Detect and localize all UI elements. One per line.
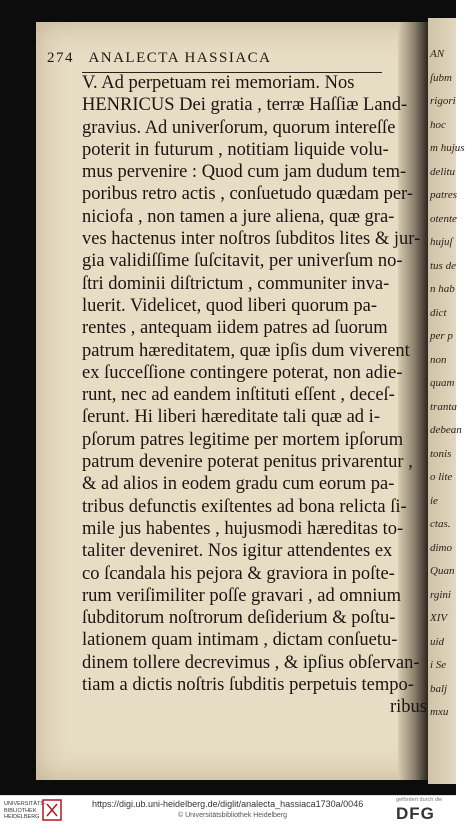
adjacent-page-fragment: m hujus [430, 142, 465, 154]
text-line: poterit in futurum , notitiam liquide volu- [82, 139, 389, 160]
page-number: 274 [47, 50, 74, 66]
text-line: mus pervenire : Quod cum jam dudum tem- [82, 162, 407, 183]
adjacent-page-fragment: ctas. [430, 518, 451, 530]
text-line: luerit. Videlicet, quod liberi quorum pa- [82, 295, 377, 316]
text-line: rum veriſimiliter poſſe gravari , ad omnium [82, 585, 402, 606]
adjacent-page-fragment: delitu [430, 165, 456, 178]
adjacent-page-fragment: dimo [430, 541, 452, 554]
adjacent-page-fragment: mxu [430, 706, 449, 718]
adjacent-page-fragment: hujuſ [430, 236, 453, 248]
text-line: ſubditorum noſtrorum deſiderium & poſtu- [82, 608, 396, 629]
dfg-logo[interactable]: DFG [396, 804, 435, 823]
adjacent-page-fragment: balj [430, 682, 448, 695]
adjacent-page-fragment: i Se [430, 659, 447, 671]
text-line: HENRICUS Dei gratia , terræ Haſſiæ Land- [82, 95, 408, 116]
text-line: runt, nec ad eandem inſtituti eſſent , deceſ- [82, 385, 395, 406]
adjacent-page-fragment: quam [430, 377, 455, 389]
library-logo[interactable]: UNIVERSITÄTS- BIBLIOTHEK HEIDELBERG [4, 801, 46, 820]
page-text [82, 72, 430, 719]
text-line: ſerunt. Hi liberi hæreditate tali quæ ad i- [82, 407, 380, 428]
adjacent-page-fragment: tranta [430, 400, 457, 413]
text-line: niciofa , non tamen a jure aliena, quæ gra- [82, 206, 395, 227]
adjacent-page-fragment: debean [430, 424, 462, 436]
copyright-notice: © Universitätsbibliothek Heidelberg [178, 812, 288, 819]
text-line: V. Ad perpetuam rei memoriam. Nos [82, 73, 355, 93]
adjacent-page-fragment: tonis [430, 447, 452, 460]
text-line: co ſcandala his pejora & graviora in poſte- [82, 563, 395, 584]
adjacent-page-fragment: otente [430, 212, 457, 225]
library-seal-icon [42, 799, 62, 821]
adjacent-page-fragment: o lite [430, 471, 453, 483]
text-line: dinem tollere decrevimus , & ipſius obſervan- [82, 652, 420, 673]
text-line: ex ſucceſſione contingere poterat, non adie- [82, 362, 403, 383]
text-line: gia validiſſime ſuſcitavit, per univerſum no- [82, 251, 403, 272]
text-line: pſorum patres legitime per mortem ipſorum [82, 429, 404, 450]
adjacent-page-fragment: tus de [430, 259, 456, 272]
adjacent-page-fragment: ie [430, 494, 438, 507]
viewer-footer [0, 795, 456, 827]
text-line: ſtri dominii diſtrictum , communiter inva- [82, 273, 390, 294]
running-title: ANALECTA HASSIACA [88, 50, 272, 66]
adjacent-page-fragment: n hab [430, 283, 455, 295]
page-url-link[interactable]: https://digi.ub.uni-heidelberg.de/diglit/analecta_hassiaca1730a/0046 [92, 799, 364, 809]
adjacent-page-fragment: hoc [430, 118, 446, 131]
text-line: tribus defunctis exiſtentes ad bona relicta ſi- [82, 496, 407, 517]
text-line: patrum devenire poterat penitus privarentur , [82, 452, 413, 473]
text-line: poribus retro actis , conſuetudo quædam per- [82, 184, 414, 205]
text-line: gravius. Ad univerſorum, quorum intereſſe [82, 117, 396, 138]
text-line: patrum hæreditatem, quæ ipſis dum viverent [82, 340, 410, 361]
text-line: & ad alios in eodem gradu cum eorum pa- [82, 474, 395, 495]
text-line: mile jus habentes , hujusmodi hæreditas to- [82, 518, 404, 539]
adjacent-page-fragment: rgini [430, 588, 451, 601]
text-line: ves hactenus inter noſtros ſubditos lites & jur- [82, 229, 421, 250]
adjacent-page-fragment: per p [430, 330, 453, 342]
adjacent-page-fragment: Quan [430, 565, 455, 577]
adjacent-page-fragment: non [430, 353, 447, 366]
adjacent-page-edge [428, 18, 465, 784]
text-line: lationem quam intimam , dictam conſuetu- [82, 630, 398, 651]
page-header [47, 50, 272, 67]
adjacent-page-fragment: uid [430, 635, 445, 648]
adjacent-page-fragment: dict [430, 306, 447, 319]
text-line: rentes , antequam iidem patres ad ſuorum [82, 318, 388, 339]
adjacent-page-fragment: AN [430, 48, 445, 60]
text-line: tiam a dictis noſtris ſubditis perpetuis tempo- [82, 675, 414, 696]
text-line: taliter deveniret. Nos igitur attendentes ex [82, 541, 393, 562]
funded-by-label: gefördert durch die [396, 797, 443, 803]
text-line: ribus [390, 697, 427, 718]
adjacent-page-fragment: patres [430, 189, 458, 201]
adjacent-page-fragment: XIV [430, 612, 448, 624]
adjacent-page-fragment: rigori [430, 95, 456, 107]
adjacent-page-fragment: ſubm [430, 71, 452, 84]
